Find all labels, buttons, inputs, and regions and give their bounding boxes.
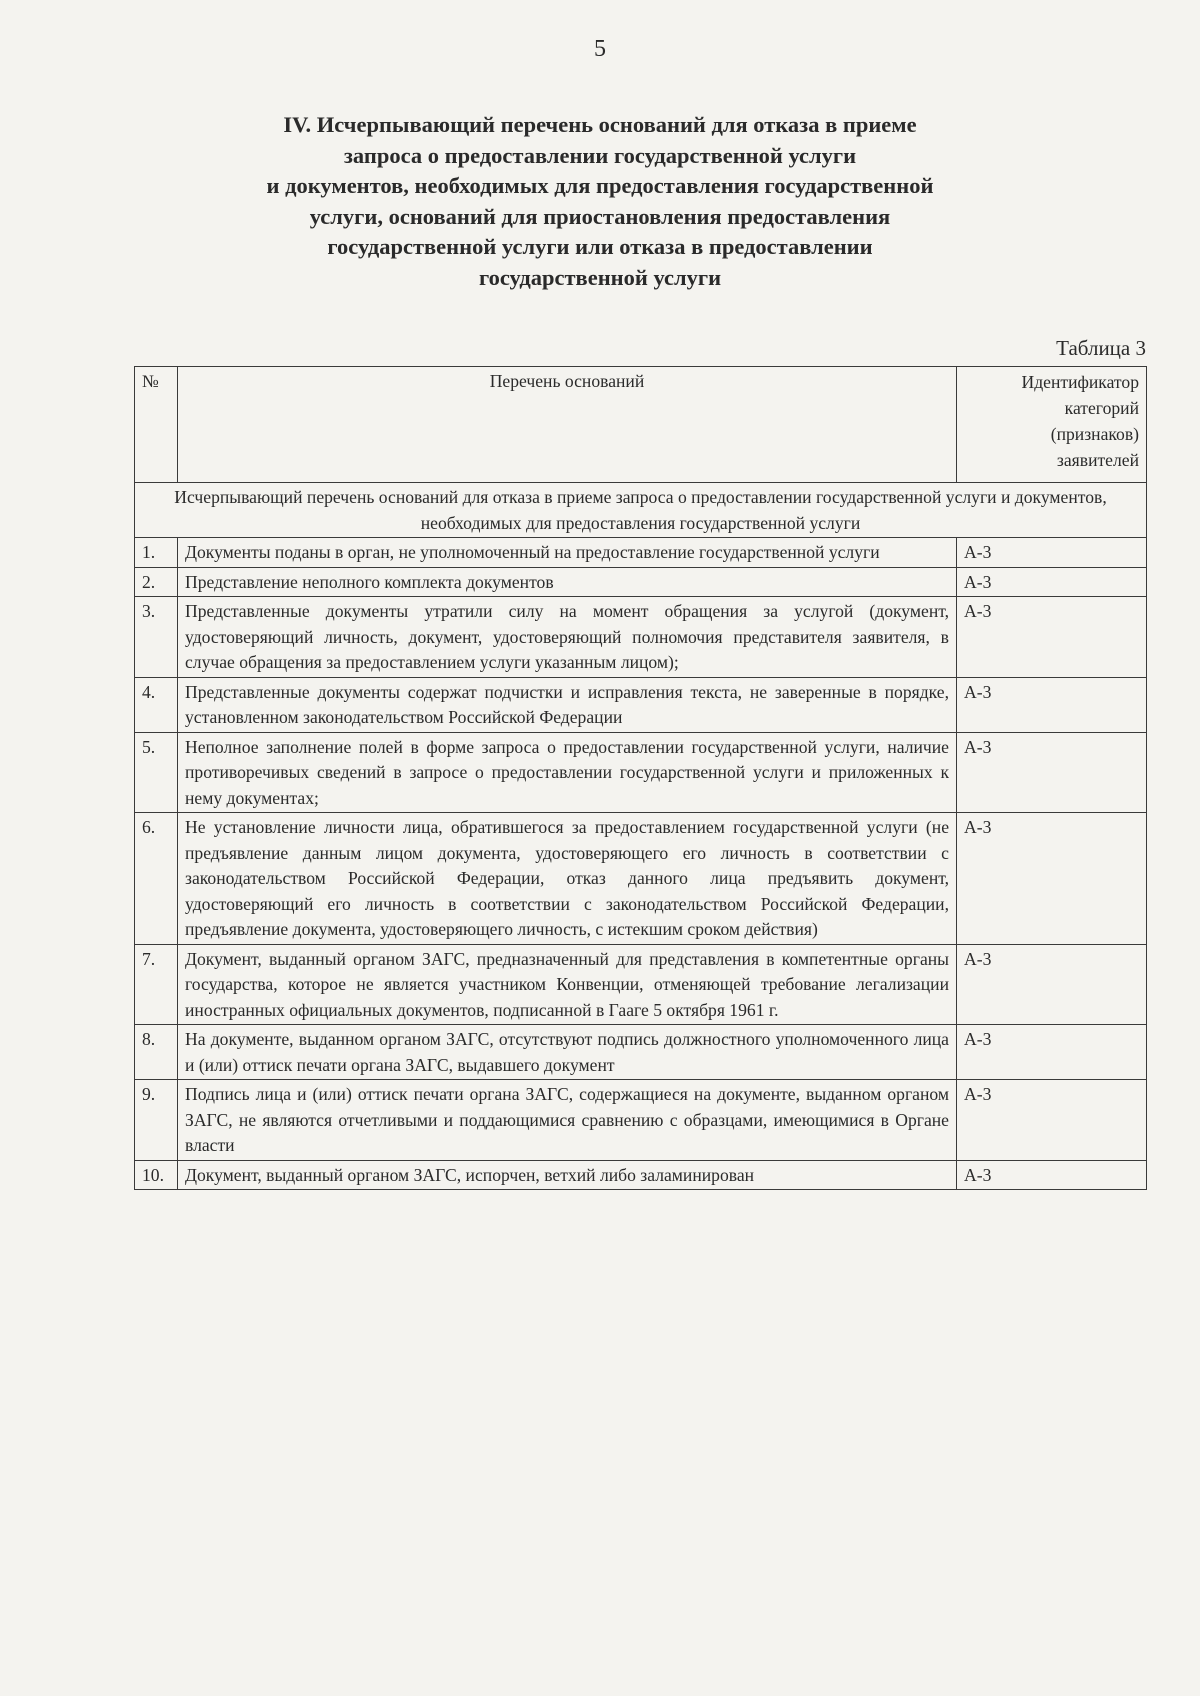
- header-identifier: [957, 367, 1147, 483]
- row-text: Представление неполного комплекта документов: [178, 567, 957, 597]
- header-number: №: [135, 367, 178, 483]
- row-number: 6.: [135, 813, 178, 945]
- row-text: Представленные документы содержат подчистки и исправления текста, не заверенные в порядке, установленном законодательством Российской Федерации: [178, 677, 957, 732]
- row-text: Документ, выданный органом ЗАГС, испорчен, ветхий либо заламинирован: [178, 1160, 957, 1190]
- heading-line: и документов, необходимых для предоставления государственной: [266, 173, 934, 198]
- table-row: [135, 677, 1147, 732]
- row-number: 10.: [135, 1160, 178, 1190]
- header-identifier-line: категорий: [1064, 398, 1139, 418]
- row-number: 4.: [135, 677, 178, 732]
- row-code: А-3: [957, 597, 1147, 678]
- row-text: Представленные документы утратили силу на момент обращения за услугой (документ, удостоверяющий личность, документ, удостоверяющий полномочия представителя заявителя, в случае обращения за предоставлением услуги указанным лицом);: [178, 597, 957, 678]
- row-number: 2.: [135, 567, 178, 597]
- table-row: [135, 1160, 1147, 1190]
- row-code: А-3: [957, 677, 1147, 732]
- table-row: [135, 567, 1147, 597]
- table-row: [135, 813, 1147, 945]
- row-text: Не установление личности лица, обратившегося за предоставлением государственной услуги (не предъявление данным лицом документа, удостоверяющего его личность в соответствии с законодательством Российской Федерации, отказ данного лица предъявить документ, удостоверяющий его личность в соответствии с законодательством Российской Федерации, предъявление документа, удостоверяющего личность, с истекшим сроком действия): [178, 813, 957, 945]
- heading-line: государственной услуги: [478, 264, 722, 290]
- table-row: [135, 538, 1147, 568]
- table-row: [135, 944, 1147, 1025]
- header-identifier-line: (признаков): [1050, 424, 1139, 444]
- section-heading: [150, 110, 1050, 293]
- section-title: Исчерпывающий перечень оснований для отказа в приеме запроса о предоставлении государственной услуги и документов, необходимых для предоставления государственной услуги: [135, 483, 1147, 538]
- row-text: Документ, выданный органом ЗАГС, предназначенный для представления в компетентные органы государства, которое не является участником Конвенции, отменяющей требование легализации иностранных официальных документов, подписанной в Гааге 5 октября 1961 г.: [178, 944, 957, 1025]
- row-text: Документы поданы в орган, не уполномоченный на предоставление государственной услуги: [178, 538, 957, 568]
- row-code: А-3: [957, 567, 1147, 597]
- heading-line: государственной услуги или отказа в предоставлении: [327, 234, 873, 259]
- row-number: 3.: [135, 597, 178, 678]
- row-text: Подпись лица и (или) оттиск печати органа ЗАГС, содержащиеся на документе, выданном органом ЗАГС, не являются отчетливыми и поддающимися сравнению с образцами, имеющимися в Органе власти: [178, 1080, 957, 1161]
- row-number: 7.: [135, 944, 178, 1025]
- row-text: На документе, выданном органом ЗАГС, отсутствуют подпись должностного уполномоченного лица и (или) оттиск печати органа ЗАГС, выдавшего документ: [178, 1025, 957, 1080]
- row-code: А-3: [957, 1025, 1147, 1080]
- table-row: [135, 597, 1147, 678]
- row-code: А-3: [957, 732, 1147, 813]
- row-number: 9.: [135, 1080, 178, 1161]
- table-row: [135, 1025, 1147, 1080]
- header-identifier-line: Идентификатор: [1021, 372, 1139, 392]
- header-grounds: Перечень оснований: [178, 367, 957, 483]
- heading-line: IV. Исчерпывающий перечень оснований для отказа в приеме: [283, 112, 917, 137]
- table-row: [135, 732, 1147, 813]
- row-number: 1.: [135, 538, 178, 568]
- row-code: А-3: [957, 1080, 1147, 1161]
- table-caption: Таблица 3: [1056, 336, 1146, 360]
- heading-line: запроса о предоставлении государственной услуги: [343, 142, 857, 168]
- grounds-table: [134, 366, 1147, 1190]
- row-number: 8.: [135, 1025, 178, 1080]
- heading-line: услуги, оснований для приостановления предоставления: [309, 203, 891, 229]
- section-row: [135, 483, 1147, 538]
- table-header-row: [135, 367, 1147, 483]
- row-text: Неполное заполнение полей в форме запроса о предоставлении государственной услуги, наличие противоречивых сведений в запросе о предоставлении государственной услуги и приложенных к нему документах;: [178, 732, 957, 813]
- row-code: А-3: [957, 944, 1147, 1025]
- table-row: [135, 1080, 1147, 1161]
- page-number: 5: [594, 36, 606, 62]
- row-number: 5.: [135, 732, 178, 813]
- row-code: А-3: [957, 538, 1147, 568]
- header-identifier-line: заявителей: [1056, 450, 1139, 470]
- row-code: А-3: [957, 1160, 1147, 1190]
- row-code: А-3: [957, 813, 1147, 945]
